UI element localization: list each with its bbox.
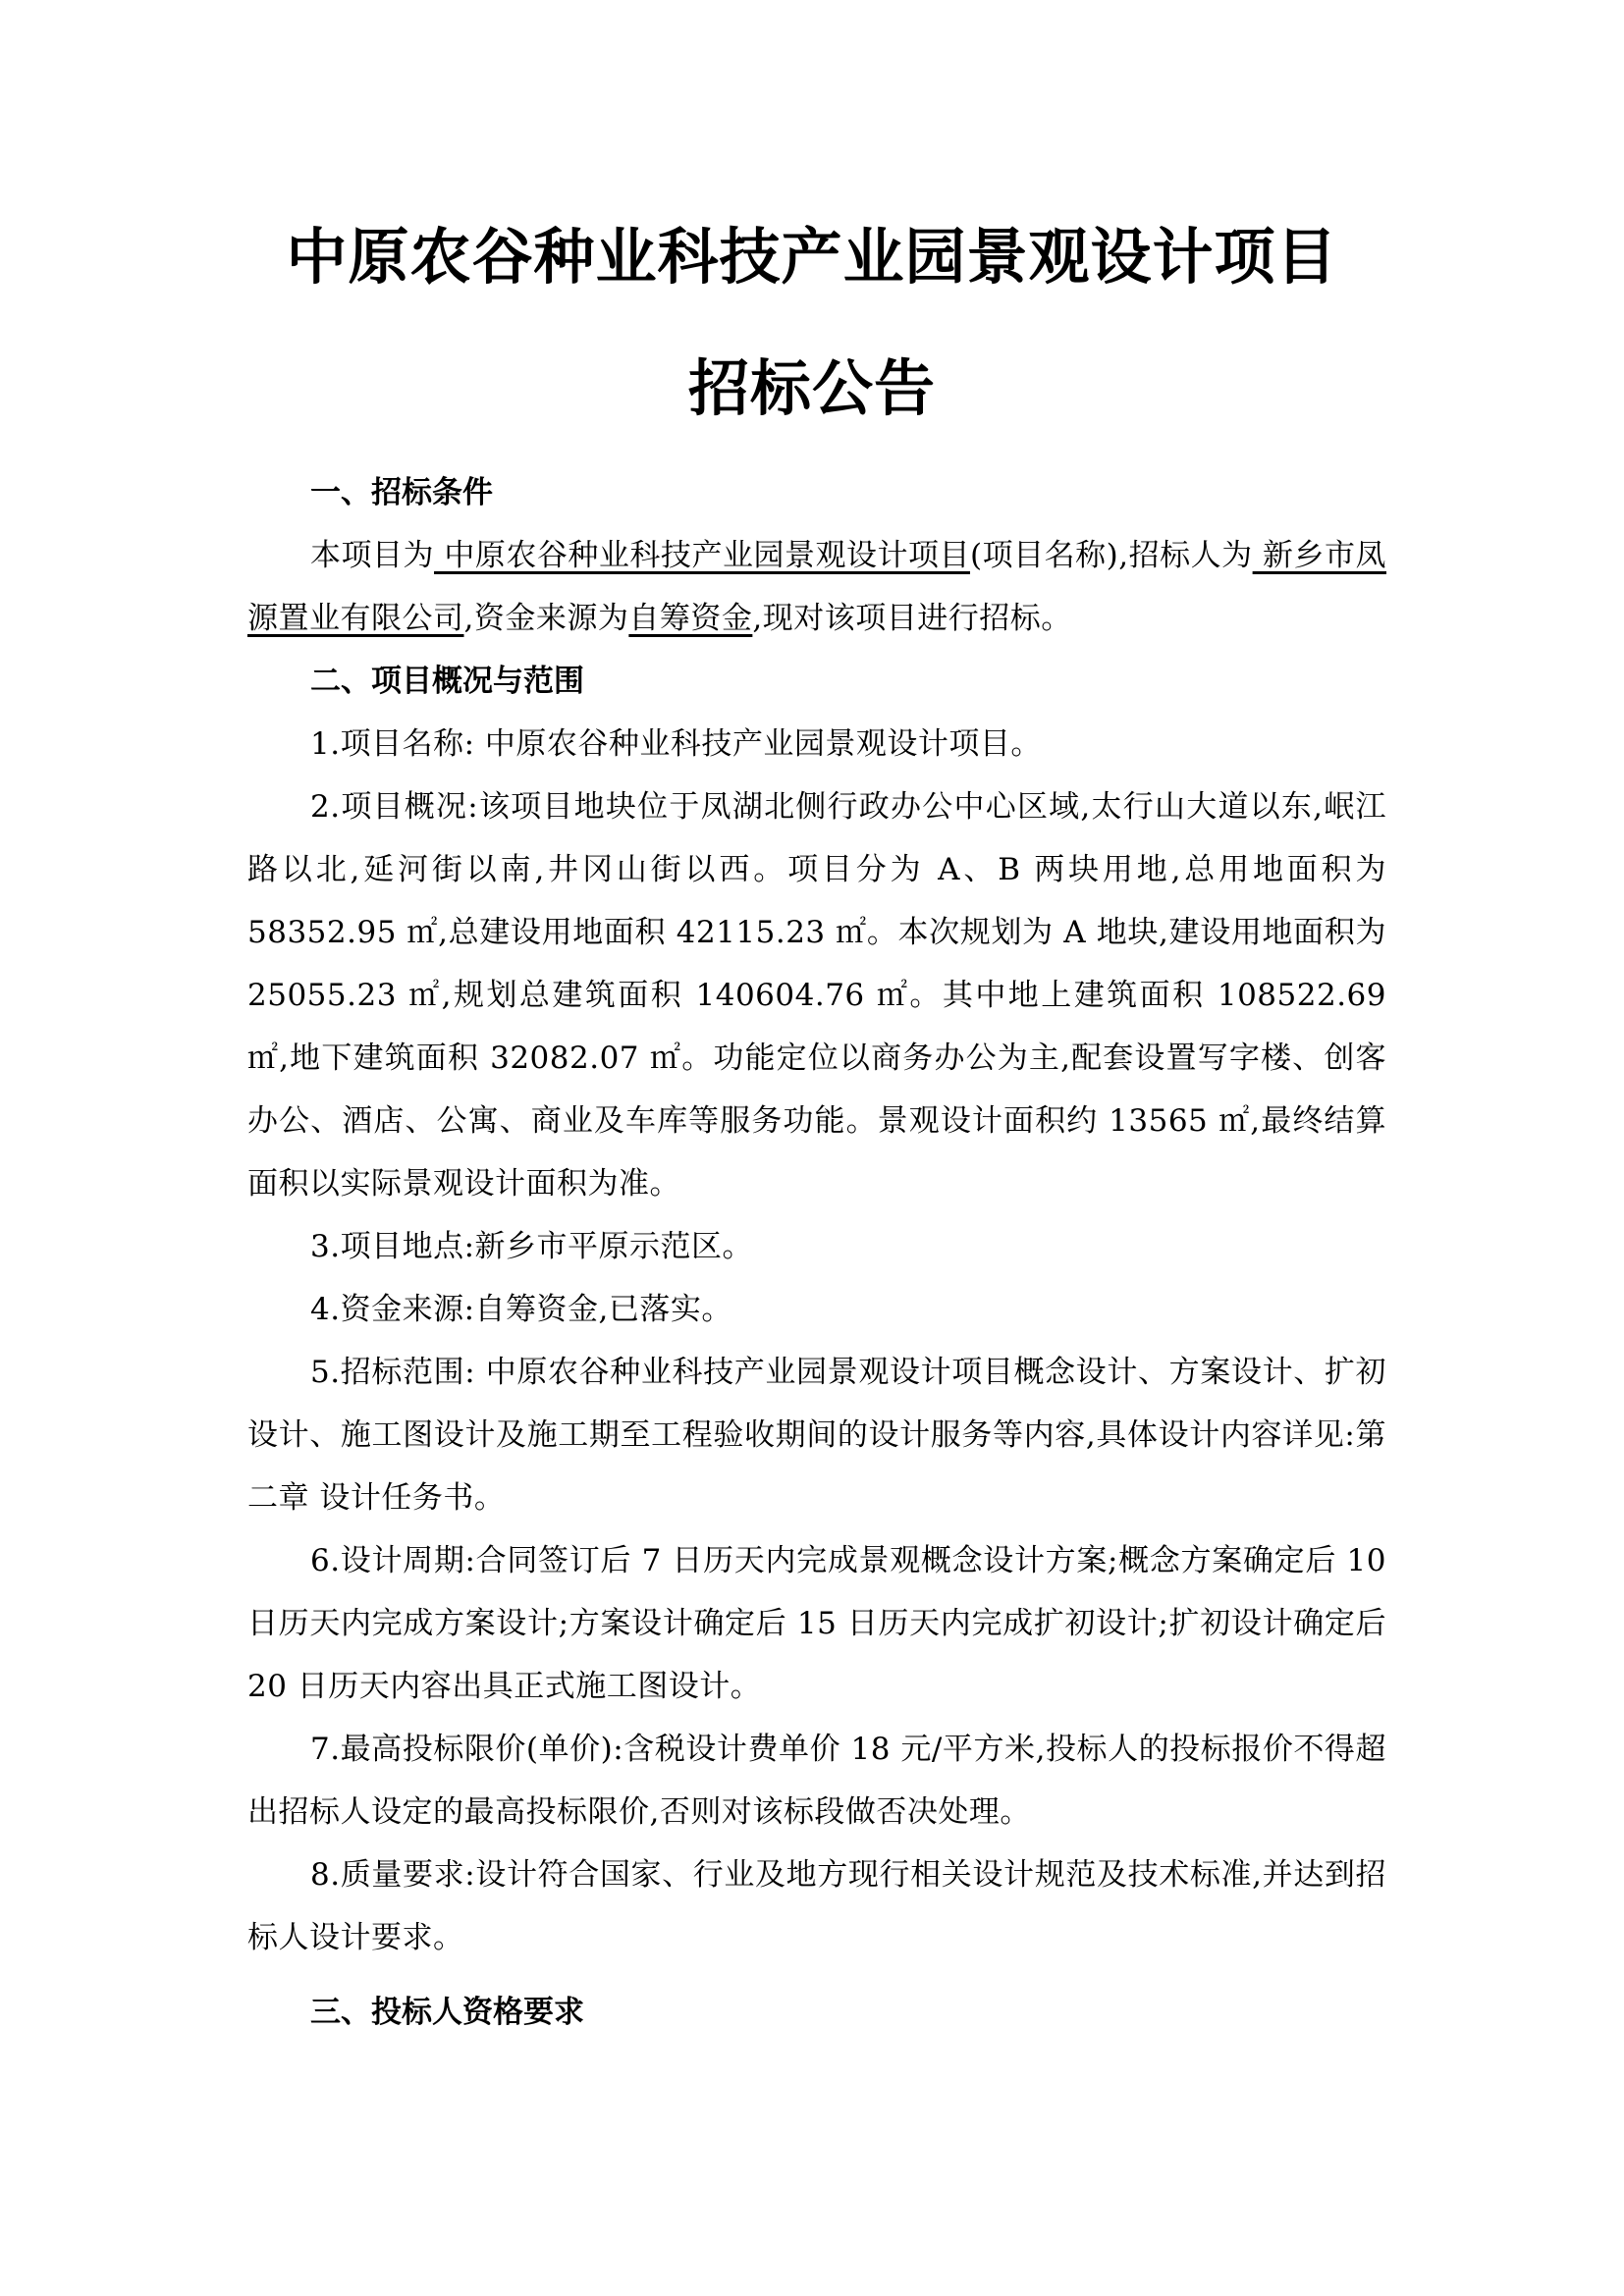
document-body [247,461,1386,2044]
section-heading-1: 一、招标条件 [310,475,493,510]
text-fragment: ,现对该项目进行招标。 [752,601,1072,636]
overview-item-6: 6.设计周期:合同签订后 7 日历天内完成景观概念设计方案;概念方案确定后 10 日历天内完成方案设计;方案设计确定后 15 日历天内完成扩初设计;扩初设计确定后 20 日历天内容出具正式施工图设计。 [247,1543,1386,1704]
section-heading-3: 三、投标人资格要求 [310,1995,584,2030]
overview-item-4: 4.资金来源:自筹资金,已落实。 [310,1292,732,1327]
overview-item-7: 7.最高投标限价(单价):含税设计费单价 18 元/平方米,投标人的投标报价不得超出招标人设定的最高投标限价,否则对该标段做否决处理。 [247,1732,1386,1830]
text-fragment: ,资金来源为 [463,601,629,636]
overview-item-5: 5.招标范围: 中原农谷种业科技产业园景观设计项目概念设计、方案设计、扩初设计、施工图设计及施工期至工程验收期间的设计服务等内容,具体设计内容详见:第二章 设计任务书。 [247,1355,1386,1516]
overview-item-8: 8.质量要求:设计符合国家、行业及地方现行相关设计规范及技术标准,并达到招标人设计要求。 [247,1857,1386,1955]
overview-item-2: 2.项目概况:该项目地块位于凤湖北侧行政办公中心区域,太行山大道以东,岷江路以北,延河街以南,井冈山街以西。项目分为 A、B 两块用地,总用地面积为 58352.95 ㎡,总建设用地面积 42115.23 ㎡。本次规划为 A 地块,建设用地面积为 25055.23 ㎡,规划总建筑面积 140604.76 ㎡。其中地上建筑面积 108522.69 ㎡,地下建筑面积 32082.07 ㎡。功能定位以商务办公为主,配套设置写字楼、创客办公、酒店、公寓、商业及车库等服务功能。景观设计面积约 13565 ㎡,最终结算面积以实际景观设计面积为准。 [247,789,1386,1201]
text-fragment: 本项目为 [310,538,435,573]
document-title: 中原农谷种业科技产业园景观设计项目 [286,221,1338,293]
section-heading-2: 二、项目概况与范围 [310,664,584,699]
document-subtitle: 招标公告 [687,352,936,424]
tenderer-underlined: 新乡市凤源置业有限公司 [247,538,1387,636]
fund-source-underlined: 自筹资金 [628,601,753,636]
overview-item-3: 3.项目地点:新乡市平原示范区。 [310,1229,754,1264]
overview-item-1: 1.项目名称: 中原农谷种业科技产业园景观设计项目。 [310,726,1042,762]
tender-conditions-paragraph [247,524,1386,650]
text-fragment: (项目名称),招标人为 [970,538,1253,573]
project-name-underlined: 中原农谷种业科技产业园景观设计项目 [434,538,971,573]
